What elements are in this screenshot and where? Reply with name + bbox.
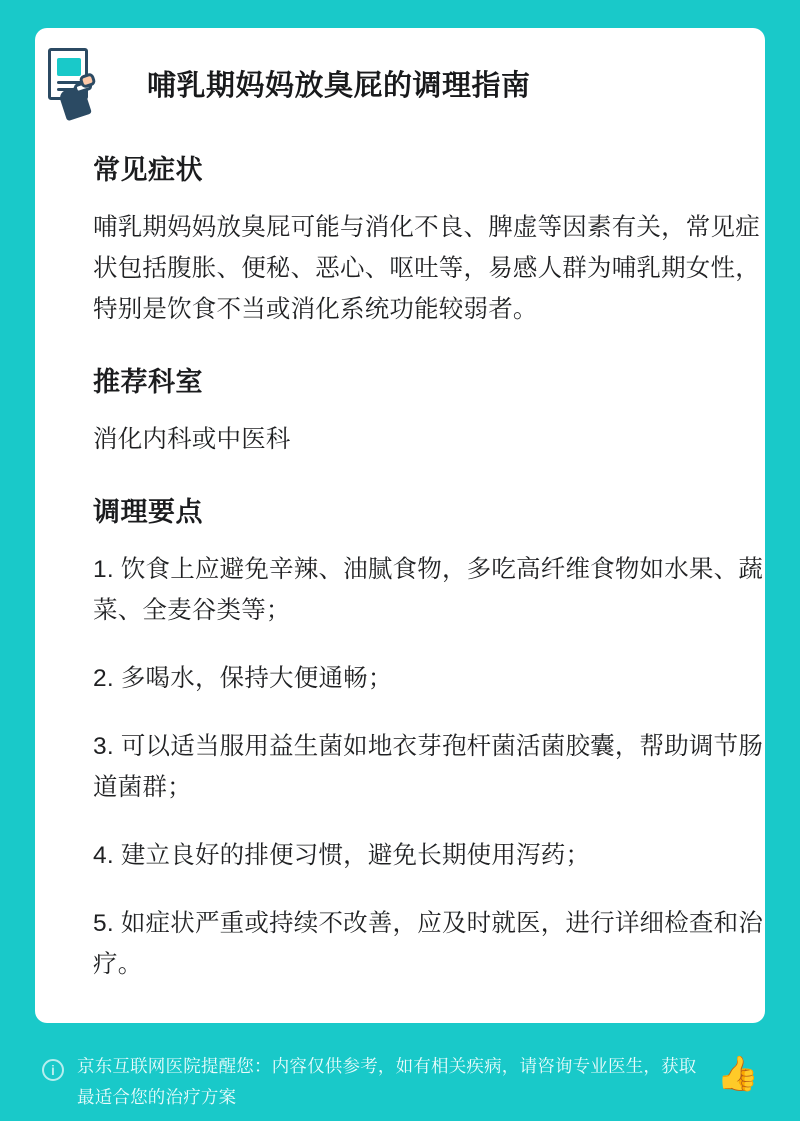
tip-item: 2. 多喝水，保持大便通畅；: [93, 665, 393, 692]
section-recommended-department: [93, 360, 765, 460]
document-image-shape: [57, 58, 81, 76]
section-heading-tips: 调理要点: [93, 497, 203, 527]
section-paragraph-department: 消化内科或中医科: [93, 426, 291, 453]
person-arm-shape: [62, 76, 96, 118]
section-heading-symptoms: 常见症状: [93, 155, 203, 185]
document-person-icon: [40, 46, 102, 118]
hand-shape: [78, 72, 96, 89]
page-title: 哺乳期妈妈放臭屁的调理指南: [147, 70, 531, 102]
footer-disclaimer-bar: [35, 1046, 765, 1112]
info-exclamation-shape: i: [51, 1062, 55, 1078]
footer-disclaimer-text: 京东互联网医院提醒您：内容仅供参考，如有相关疾病，请咨询专业医生，获取最适合您的治疗方案: [77, 1056, 697, 1107]
thumbs-up-icon[interactable]: 👍: [716, 1055, 760, 1093]
tip-item: 5. 如症状严重或持续不改善，应及时就医，进行详细检查和治疗。: [93, 910, 764, 978]
section-care-tips: [93, 490, 765, 985]
tip-item: 1. 饮食上应避免辛辣、油腻食物，多吃高纤维食物如水果、蔬菜、全麦谷类等；: [93, 556, 764, 624]
section-paragraph-symptoms: 哺乳期妈妈放臭屁可能与消化不良、脾虚等因素有关，常见症状包括腹胀、便秘、恶心、呕吐等，易感人群为哺乳期女性，特别是饮食不当或消化系统功能较弱者。: [93, 214, 760, 323]
content-card: [35, 28, 765, 1023]
tip-item: 3. 可以适当服用益生菌如地衣芽孢杆菌活菌胶囊，帮助调节肠道菌群；: [93, 733, 764, 801]
info-circle-icon: [39, 1056, 73, 1090]
document-body: [93, 148, 765, 985]
section-common-symptoms: [93, 148, 765, 330]
tip-item: 4. 建立良好的排便习惯，避免长期使用泻药；: [93, 842, 591, 869]
section-heading-department: 推荐科室: [93, 367, 203, 397]
